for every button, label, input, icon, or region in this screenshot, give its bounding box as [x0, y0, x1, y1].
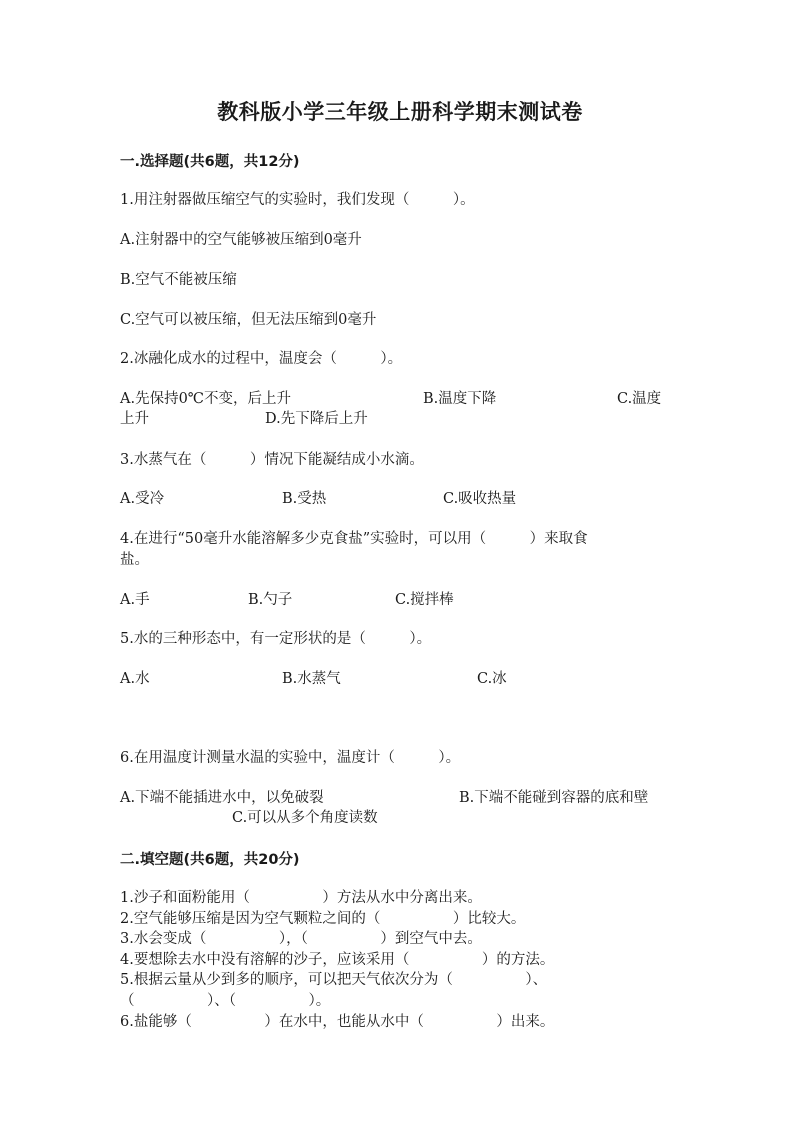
- fill-blank-line-4: 4.要想除去水中没有溶解的沙子，应该采用（ ）的方法。: [120, 952, 555, 968]
- question-4-stem-line2: 盐。: [120, 552, 149, 568]
- question-1-option-c: C.空气可以被压缩，但无法压缩到0毫升: [120, 312, 377, 328]
- section-heading-choice: 一.选择题(共6题，共12分): [120, 154, 300, 170]
- question-4-option-a: A.手: [120, 592, 150, 608]
- question-2-option-a: A.先保持0℃不变，后上升: [120, 391, 292, 407]
- question-4-option-b: B.勺子: [248, 592, 293, 608]
- fill-blank-line-6: 6.盐能够（ ）在水中，也能从水中（ ）出来。: [120, 1014, 555, 1030]
- question-1-stem: 1.用注射器做压缩空气的实验时，我们发现（ ）。: [120, 192, 475, 208]
- question-6-option-a: A.下端不能插进水中，以免破裂: [120, 790, 324, 806]
- exam-title: 教科版小学三年级上册科学期末测试卷: [217, 100, 583, 124]
- fill-blank-line-5: 5.根据云量从少到多的顺序，可以把天气依次分为（ ）、: [120, 972, 548, 988]
- fill-blank-line-2: 2.空气能够压缩是因为空气颗粒之间的（ ）比较大。: [120, 911, 526, 927]
- question-5-option-a: A.水: [120, 671, 150, 687]
- question-2-option-c-continued: 上升: [120, 411, 149, 427]
- section-heading-fill-blank: 二.填空题(共6题，共20分): [120, 852, 300, 868]
- question-5-option-c: C.冰: [477, 671, 507, 687]
- question-4-stem-line1: 4.在进行“50毫升水能溶解多少克食盐”实验时，可以用（ ）来取食: [120, 531, 588, 547]
- question-2-option-d: D.先下降后上升: [265, 411, 368, 427]
- question-6-option-c: C.可以从多个角度读数: [232, 810, 378, 826]
- fill-blank-line-5-continued: （ ）、（ ）。: [120, 993, 331, 1009]
- question-2-stem: 2.冰融化成水的过程中，温度会（ ）。: [120, 351, 403, 367]
- question-3-option-a: A.受冷: [120, 491, 165, 507]
- question-5-option-b: B.水蒸气: [282, 671, 341, 687]
- question-6-stem: 6.在用温度计测量水温的实验中，温度计（ ）。: [120, 750, 461, 766]
- question-5-stem: 5.水的三种形态中，有一定形状的是（ ）。: [120, 631, 432, 647]
- question-4-option-c: C.搅拌棒: [395, 592, 454, 608]
- question-3-option-c: C.吸收热量: [443, 491, 517, 507]
- question-2-option-b: B.温度下降: [423, 391, 497, 407]
- fill-blank-line-3: 3.水会变成（ ），（ ）到空气中去。: [120, 931, 482, 947]
- question-2-option-c: C.温度: [617, 391, 662, 407]
- question-1-option-b: B.空气不能被压缩: [120, 272, 237, 288]
- question-6-option-b: B.下端不能碰到容器的底和壁: [459, 790, 649, 806]
- question-1-option-a: A.注射器中的空气能够被压缩到0毫升: [120, 232, 362, 248]
- fill-blank-line-1: 1.沙子和面粉能用（ ）方法从水中分离出来。: [120, 890, 482, 906]
- question-3-stem: 3.水蒸气在（ ）情况下能凝结成小水滴。: [120, 452, 424, 468]
- question-3-option-b: B.受热: [282, 491, 327, 507]
